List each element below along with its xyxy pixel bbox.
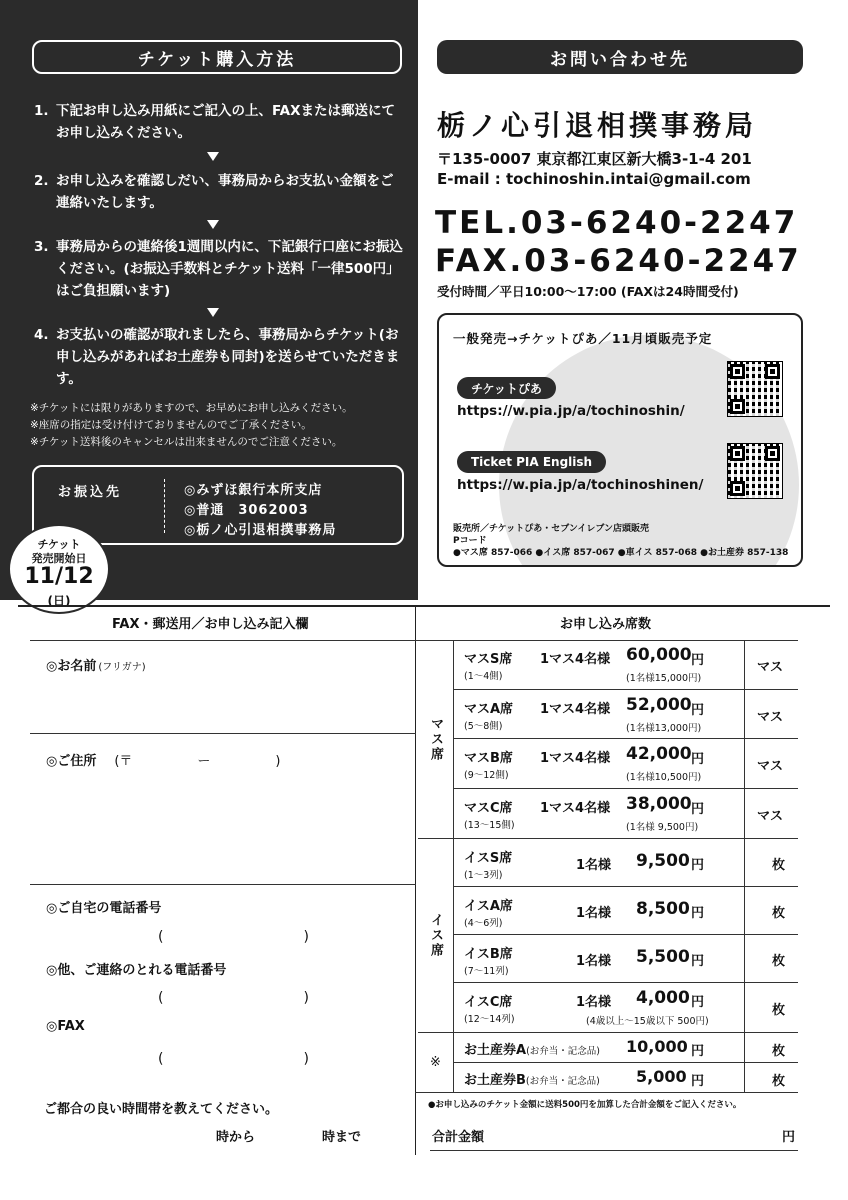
qr-code-icon bbox=[727, 443, 783, 499]
pia-en-url[interactable]: https://w.pia.jp/a/tochinoshinen/ bbox=[457, 477, 704, 493]
quantity-field[interactable]: マス bbox=[757, 809, 784, 824]
pia-pcodes: ●マス席 857-066 ●イス席 857-067 ●車イス 857-068 ●お土産券 857-138 bbox=[453, 548, 789, 558]
home-phone-label: ◎ご自宅の電話番号 bbox=[46, 901, 162, 916]
table-row: イスA席 (4〜6列) 1名様 8,500 円 枚 bbox=[454, 886, 798, 934]
pia-en-label: Ticket PIA English bbox=[457, 451, 606, 473]
office-email[interactable]: E-mail : tochinoshin.intai@gmail.com bbox=[437, 170, 751, 188]
quantity-field[interactable]: 枚 bbox=[772, 1003, 786, 1018]
souvenir-mark: ※ bbox=[430, 1055, 441, 1070]
address-label: ◎ご住所 (〒 ー ) bbox=[46, 754, 281, 769]
pia-sales-info: 販売所／チケットぴあ・セブンイレブン店頭販売 bbox=[453, 524, 650, 534]
quantity-field[interactable]: 枚 bbox=[772, 954, 786, 969]
quantity-field[interactable]: マス bbox=[757, 759, 784, 774]
arrow-down-icon bbox=[207, 220, 219, 229]
quantity-field[interactable]: マス bbox=[757, 710, 784, 725]
time-to-label: 時まで bbox=[322, 1130, 362, 1145]
table-row: マスC席 (13〜15側) 1マス4名様 38,000 円 (1名様 9,500円) マス bbox=[454, 788, 798, 838]
seat-table bbox=[418, 640, 798, 1092]
table-row: マスA席 (5〜8側) 1マス4名様 52,000 円 (1名様13,000円) マス bbox=[454, 689, 798, 738]
office-name: 栃ノ心引退相撲事務局 bbox=[437, 109, 758, 142]
pia-pcode-label: Pコード bbox=[453, 536, 487, 546]
table-row: イスC席 (12〜14列) 1名様 4,000 円 (4歳以上〜15歳以下 500円) 枚 bbox=[454, 982, 798, 1032]
quantity-field[interactable]: 枚 bbox=[772, 1044, 786, 1059]
table-row: マスB席 (9〜12側) 1マス4名様 42,000 円 (1名様10,500円) マス bbox=[454, 738, 798, 788]
bank-holder: ◎栃ノ心引退相撲事務局 bbox=[184, 523, 337, 538]
table-row: お土産券B(お弁当・記念品) 5,000 円 枚 bbox=[454, 1062, 798, 1092]
table-row: お土産券A(お弁当・記念品) 10,000 円 枚 bbox=[454, 1032, 798, 1062]
fee-note: ●お申し込みのチケット金額に送料500円を加算した合計金額をご記入ください。 bbox=[428, 1100, 742, 1110]
ticket-pia-box bbox=[437, 313, 803, 567]
form-left-header: FAX・郵送用／お申し込み記入欄 bbox=[112, 617, 309, 632]
note-2: ※座席の指定は受け付けておりませんのでご了承ください。 bbox=[30, 419, 312, 431]
bank-account: ◎普通 3062003 bbox=[184, 503, 309, 518]
bank-name: ◎みずほ銀行本所支店 bbox=[184, 483, 323, 498]
quantity-field[interactable]: マス bbox=[757, 660, 784, 675]
pia-headline: 一般発売→チケットぴあ／11月頃販売予定 bbox=[453, 331, 713, 346]
table-row: マスS席 (1〜4側) 1マス4名様 60,000 円 (1名様15,000円) マス bbox=[454, 640, 798, 689]
time-question: ご都合の良い時間帯を教えてください。 bbox=[44, 1102, 279, 1117]
home-phone-field[interactable]: ( ) bbox=[158, 929, 309, 945]
qr-code-icon bbox=[727, 361, 783, 417]
pia-jp-url[interactable]: https://w.pia.jp/a/tochinoshin/ bbox=[457, 403, 685, 419]
office-address: 〒135-0007 東京都江東区新大橋3-1-4 201 bbox=[437, 150, 752, 168]
sale-start-badge: チケット 発売開始日 11/12 (日) bbox=[8, 524, 110, 614]
time-from-label: 時から bbox=[216, 1130, 256, 1145]
arrow-down-icon bbox=[207, 152, 219, 161]
table-row: イスB席 (7〜11列) 1名様 5,500 円 枚 bbox=[454, 934, 798, 982]
note-3: ※チケット送料後のキャンセルは出来ませんのでご注意ください。 bbox=[30, 436, 343, 448]
step-4: 4. お支払いの確認が取れましたら、事務局からチケット(お申し込みがあればお土産券も同封)を送らせていただきます。 bbox=[34, 327, 400, 387]
contact-title: お問い合わせ先 bbox=[437, 40, 803, 74]
office-tel: TEL.03-6240-2247 bbox=[435, 205, 799, 241]
quantity-field[interactable]: 枚 bbox=[772, 906, 786, 921]
fax-label: ◎FAX bbox=[46, 1019, 85, 1034]
note-1: ※チケットには限りがありますので、お早めにお申し込みください。 bbox=[30, 402, 353, 414]
total-label: 合計金額 bbox=[432, 1130, 485, 1145]
arrow-down-icon bbox=[207, 308, 219, 317]
other-phone-label: ◎他、ご連絡のとれる電話番号 bbox=[46, 963, 227, 978]
masu-group-label: マス席 bbox=[428, 716, 443, 762]
isu-group-label: イス席 bbox=[428, 913, 443, 958]
pia-jp-label: チケットぴあ bbox=[457, 377, 556, 399]
fax-field[interactable]: ( ) bbox=[158, 1051, 309, 1067]
bank-label: お振込先 bbox=[58, 485, 123, 500]
step-2: 2. お申し込みを確認しだい、事務局からお支払い金額をご連絡いたします。 bbox=[34, 173, 394, 211]
total-field[interactable] bbox=[430, 1150, 798, 1151]
other-phone-field[interactable]: ( ) bbox=[158, 990, 309, 1006]
form-right-header: お申し込み席数 bbox=[560, 617, 652, 632]
ticket-info-panel bbox=[0, 0, 418, 600]
name-label: ◎お名前 (フリガナ) bbox=[46, 659, 146, 674]
step-3: 3. 事務局からの連絡後1週間以内に、下記銀行口座にお振込ください。(お振込手数料とチケット送料「一律500円」はご負担願います) bbox=[34, 239, 403, 299]
office-hours: 受付時間／平日10:00〜17:00 (FAXは24時間受付) bbox=[437, 284, 739, 299]
quantity-field[interactable]: 枚 bbox=[772, 858, 786, 873]
quantity-field[interactable]: 枚 bbox=[772, 1074, 786, 1089]
total-unit: 円 bbox=[782, 1130, 796, 1145]
office-fax: FAX.03-6240-2247 bbox=[435, 243, 802, 279]
ticket-purchase-title: チケット購入方法 bbox=[32, 40, 402, 74]
sale-start-date: 11/12 bbox=[24, 564, 94, 589]
table-row: イスS席 (1〜3列) 1名様 9,500 円 枚 bbox=[454, 838, 798, 886]
step-1: 1. 下記お申し込み用紙にご記入の上、FAXまたは郵送にてお申し込みください。 bbox=[34, 103, 396, 141]
